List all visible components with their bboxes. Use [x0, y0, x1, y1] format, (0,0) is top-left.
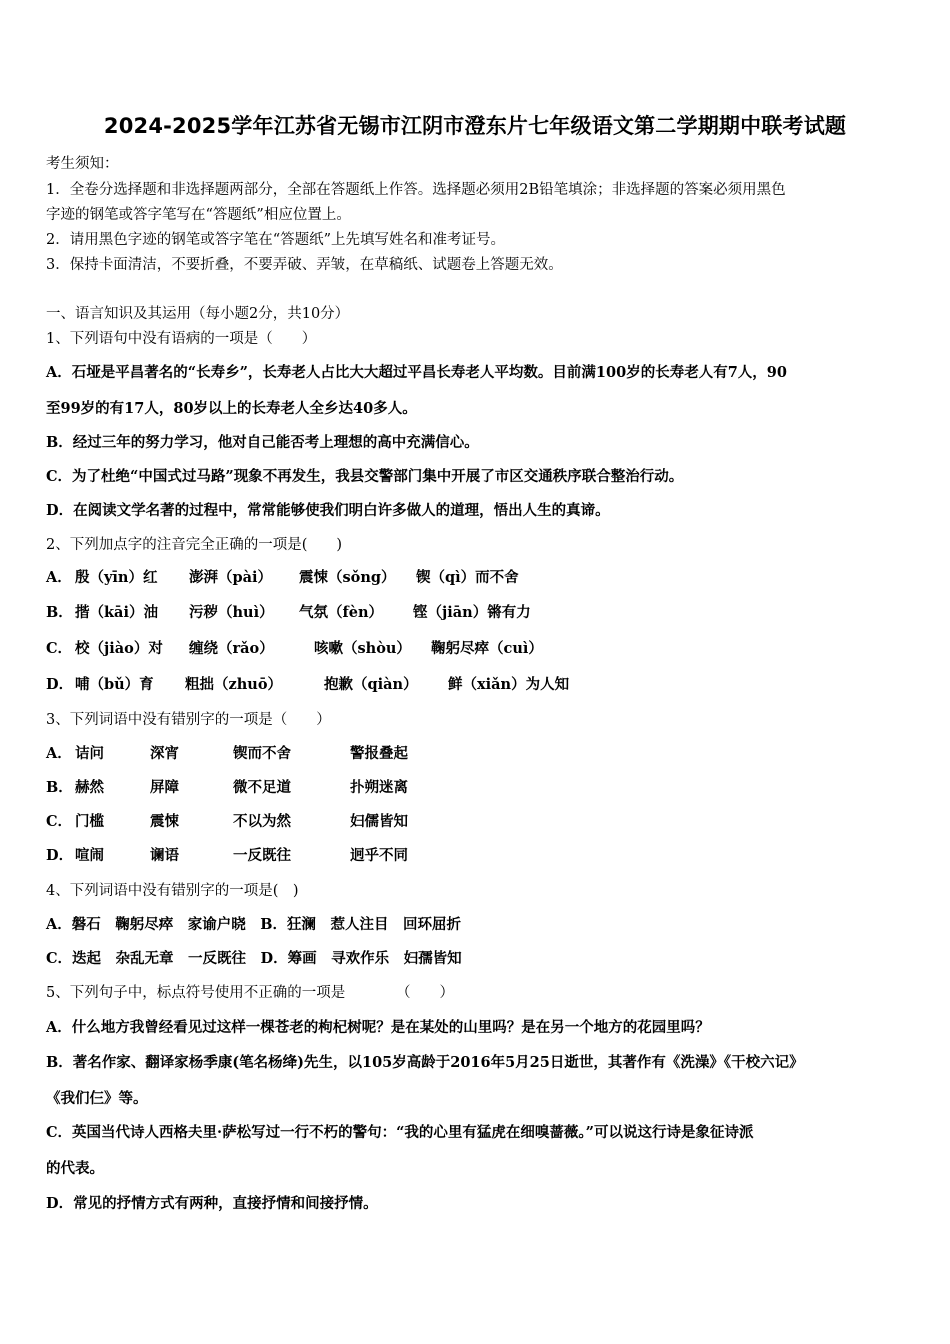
- q3-option-term: 扑朔迷离: [350, 779, 408, 796]
- q4-options-row-2: C．迭起 杂乱无章 一反既往 D．筹画 寻欢作乐 妇孺皆知: [46, 950, 462, 967]
- q3-option-term: 迥乎不同: [350, 847, 408, 864]
- q4-options-row-1: A．磐石 鞠躬尽瘁 家谕户晓 B．狂澜 惹人注目 回环屈折: [46, 916, 462, 933]
- q5-option-b: B．著名作家、翻译家杨季康(笔名杨绛)先生，以105岁高龄于2016年5月25日逝世，其著作有《洗澡》《干校六记》: [46, 1054, 804, 1071]
- q2-option-term: 鲜（xiǎn）为人知: [448, 676, 570, 693]
- q3-stem: 3、下列词语中没有错别字的一项是（ ）: [46, 712, 331, 728]
- q3-option-letter: C．: [46, 813, 73, 830]
- q2-option-term: 缠绕（rǎo）: [189, 640, 274, 657]
- notice-item-2: 2．请用黑色字迹的钢笔或答字笔在“答题纸”上先填写姓名和准考证号。: [46, 232, 506, 248]
- q1-option-d: D．在阅读文学名著的过程中，常常能够使我们明白许多做人的道理，悟出人生的真谛。: [46, 502, 610, 519]
- q3-option-letter: A．: [46, 745, 72, 762]
- q1-stem: 1、下列语句中没有语病的一项是（ ）: [46, 331, 317, 347]
- q2-option-term: 哺（bǔ）育: [75, 676, 154, 693]
- q2-option-term: 锲（qì）而不舍: [416, 569, 519, 586]
- q2-option-letter: C．: [46, 640, 73, 657]
- q2-option-term: 鞠躬尽瘁（cuì）: [431, 640, 543, 657]
- q2-option-term: 殷（yīn）红: [75, 569, 158, 586]
- q4-stem: 4、下列词语中没有错别字的一项是( ): [46, 883, 299, 899]
- q2-option-term: 校（jiào）对: [75, 640, 163, 657]
- q5-option-c-cont: 的代表。: [46, 1160, 104, 1177]
- q3-option-term: 震悚: [150, 813, 179, 830]
- q3-option-term: 一反既往: [233, 847, 291, 864]
- q2-option-letter: A．: [46, 569, 72, 586]
- notice-item-1: 1．全卷分选择题和非选择题两部分，全部在答题纸上作答。选择题必须用2B铅笔填涂；非选择题的答案必须用黑色: [46, 182, 786, 198]
- q2-option-term: 澎湃（pài）: [189, 569, 273, 586]
- section-heading: 一、语言知识及其运用（每小题2分，共10分）: [46, 306, 350, 322]
- q2-option-letter: B．: [46, 604, 73, 621]
- q1-option-a: A．石垭是平昌著名的“长寿乡”，长寿老人占比大大超过平昌长寿老人平均数。目前满100岁的长寿老人有7人，90: [46, 364, 787, 381]
- q3-option-term: 警报叠起: [350, 745, 408, 762]
- q2-option-term: 咳嗽（shòu）: [314, 640, 411, 657]
- q1-option-c: C．为了杜绝“中国式过马路”现象不再发生，我县交警部门集中开展了市区交通秩序联合整治行动。: [46, 468, 684, 485]
- q1-option-a-cont: 至99岁的有17人，80岁以上的长寿老人全乡达40多人。: [46, 400, 417, 417]
- q2-stem: 2、下列加点字的注音完全正确的一项是( ): [46, 537, 343, 553]
- q3-option-term: 谰语: [150, 847, 179, 864]
- q5-option-c: C．英国当代诗人西格夫里·萨松写过一行不朽的警句：“我的心里有猛虎在细嗅蔷薇。”可以说这行诗是象征诗派: [46, 1124, 754, 1141]
- q3-option-term: 门槛: [75, 813, 104, 830]
- q3-option-term: 不以为然: [233, 813, 291, 830]
- q5-option-d: D．常见的抒情方式有两种，直接抒情和间接抒情。: [46, 1195, 378, 1212]
- q5-option-b-cont: 《我们仨》等。: [46, 1090, 148, 1107]
- q2-option-term: 抱歉（qiàn）: [324, 676, 418, 693]
- q3-option-letter: B．: [46, 779, 73, 796]
- q5-option-a: A．什么地方我曾经看见过这样一棵苍老的枸杞树呢？是在某处的山里吗？是在另一个地方的花园里吗？: [46, 1019, 710, 1036]
- q3-option-term: 赫然: [75, 779, 104, 796]
- q2-option-term: 粗拙（zhuō）: [185, 676, 282, 693]
- notice-item-3: 3．保持卡面清洁，不要折叠，不要弄破、弄皱，在草稿纸、试题卷上答题无效。: [46, 257, 563, 273]
- q2-option-term: 气氛（fèn）: [299, 604, 384, 621]
- q3-option-term: 喧闹: [75, 847, 104, 864]
- q2-option-term: 污秽（huì）: [189, 604, 274, 621]
- notice-item-1-cont: 字迹的钢笔或答字笔写在“答题纸”相应位置上。: [46, 207, 351, 223]
- exam-title: 2024-2025学年江苏省无锡市江阴市澄东片七年级语文第二学期期中联考试题: [103, 114, 847, 138]
- q2-option-term: 揩（kāi）油: [75, 604, 158, 621]
- q5-stem: 5、下列句子中，标点符号使用不正确的一项是 （ ）: [46, 985, 454, 1001]
- notice-heading: 考生须知：: [46, 156, 119, 172]
- q3-option-letter: D．: [46, 847, 74, 864]
- q2-option-term: 震悚（sǒng）: [299, 569, 396, 586]
- q2-option-letter: D．: [46, 676, 74, 693]
- q3-option-term: 诘问: [75, 745, 104, 762]
- q2-option-term: 铿（jiān）锵有力: [413, 604, 531, 621]
- q3-option-term: 深宵: [150, 745, 179, 762]
- q3-option-term: 微不足道: [233, 779, 291, 796]
- q3-option-term: 妇儒皆知: [350, 813, 408, 830]
- q3-option-term: 屏障: [150, 779, 179, 796]
- q1-option-b: B．经过三年的努力学习，他对自己能否考上理想的高中充满信心。: [46, 434, 479, 451]
- q3-option-term: 锲而不舍: [233, 745, 291, 762]
